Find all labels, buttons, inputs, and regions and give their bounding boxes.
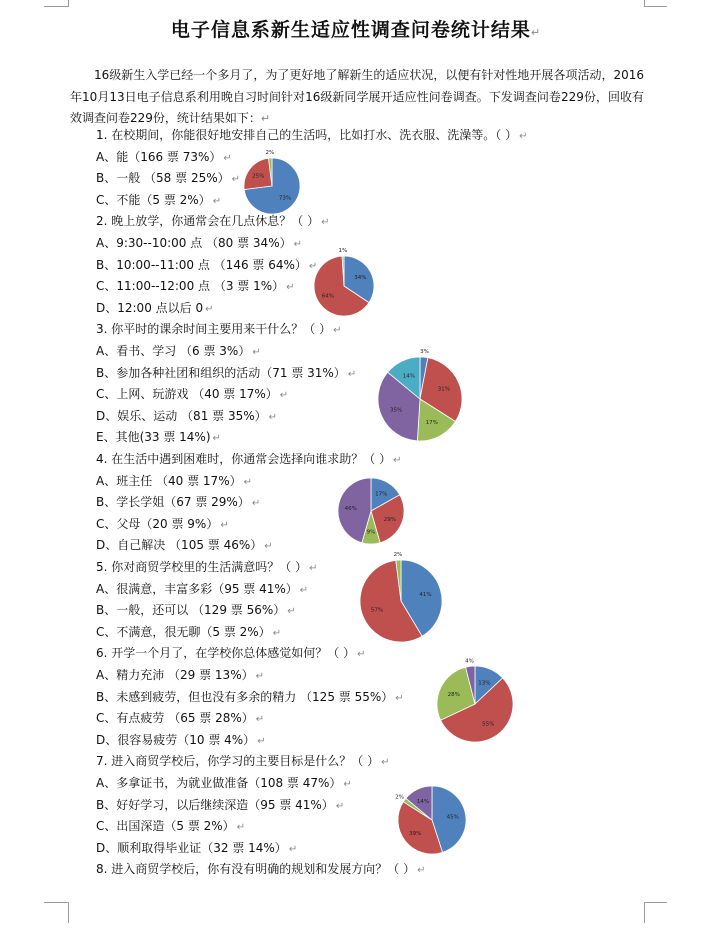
question-3: 3. 你平时的课余时间主要用来干什么？（ ） ↵ (96, 322, 342, 337)
question-4: 4. 在生活中遇到困难时，你通常会选择向谁求助？（ ） ↵ (96, 452, 402, 466)
page-title: 电子信息系新生适应性调查问卷统计结果↵ (170, 19, 542, 41)
option-q3-2: B、参加各种社团和组织的活动（71 票 31%） ↵ (96, 365, 357, 380)
pie-chart-q7 (386, 774, 478, 866)
option-q2-3: C、11:00--12:00 点 （3 票 1%） ↵ (96, 279, 295, 294)
pie-chart-q4 (326, 466, 416, 559)
option-q6-1: A、精力充沛 （29 票 13%） ↵ (96, 668, 264, 682)
option-q3-1: A、看书、学习 （6 票 3%） ↵ (96, 344, 261, 358)
pie-label-q7-2: 39% (409, 830, 422, 837)
option-q3-4: D、娱乐、运动 （81 票 35%） ↵ (96, 408, 278, 423)
option-q6-4: D、很容易疲劳（10 票 4%） ↵ (96, 732, 266, 747)
pie-chart-q5 (348, 548, 454, 654)
question-7: 7. 进入商贸学校后，你学习的主要目标是什么？（ ） ↵ (96, 754, 390, 769)
question-6: 6. 开学一个月了，在学校你总体感觉如何？（ ） ↵ (96, 646, 366, 661)
option-q6-3: C、有点疲劳 （65 票 28%） ↵ (96, 711, 265, 726)
pie-label-q7-3: 2% (395, 794, 404, 801)
pie-label-q5-1: 41% (419, 592, 432, 599)
option-q7-4: D、顺利取得毕业证（32 票 14%） ↵ (96, 840, 298, 855)
option-q4-4: D、自己解决 （105 票 46%） ↵ (96, 538, 273, 553)
option-q3-5: E、其他(33 票 14%) ↵ (96, 430, 221, 445)
pie-label-q7-1: 45% (446, 814, 459, 821)
pie-label-q4-1: 17% (375, 491, 388, 498)
pie-chart-q6 (425, 654, 525, 754)
option-q1-1: A、能（166 票 73%） ↵ (96, 149, 232, 164)
option-q3-3: C、上网、玩游戏 （40 票 17%） ↵ (96, 387, 289, 402)
pie-chart-q2 (302, 244, 386, 328)
pie-label-q2-2: 64% (321, 293, 335, 300)
pie-label-q6-2: 55% (482, 721, 495, 728)
crop-mark-top-left (44, 0, 69, 7)
option-q4-3: C、父母（20 票 9%） ↵ (96, 516, 229, 531)
pie-label-q3-2: 31% (437, 386, 451, 393)
intro-paragraph: 16级新生入学已经一个多月了，为了更好地了解新生的适应状况，以便有针对性地开展各项活动，2016年10月13日电子信息系利用晚自习时间针对16级新同学展开适应性问卷调查。下发调查问卷229份，回收有效调查问卷229份，统计结果如下：↵ (70, 68, 644, 125)
pie-label-q1-2: 25% (252, 173, 265, 180)
pie-label-q1-3: 2% (265, 150, 275, 157)
question-2: 2. 晚上放学，你通常会在几点休息？（ ） ↵ (96, 214, 330, 229)
crop-mark-bottom-left (44, 902, 69, 923)
pie-label-q1-1: 73% (278, 195, 292, 202)
question-5: 5. 你对商贸学校里的生活满意吗？（ ） ↵ (96, 560, 318, 574)
pie-label-q6-1: 13% (478, 680, 491, 687)
option-q6-2: B、未感到疲劳，但也没有多余的精力 （125 票 55%） ↵ (96, 689, 404, 704)
pie-label-q3-4: 35% (389, 407, 403, 414)
crop-mark-top-right (644, 0, 667, 7)
pie-label-q6-4: 4% (465, 658, 474, 665)
pie-label-q3-3: 17% (425, 420, 438, 427)
pie-label-q7-4: 14% (416, 798, 430, 805)
option-q2-1: A、9:30--10:00 点 （80 票 34%） ↵ (96, 236, 302, 250)
option-q7-2: B、好好学习，以后继续深造（95 票 41%） ↵ (96, 797, 345, 812)
pie-chart-q1 (232, 146, 312, 226)
pie-label-q2-3: 1% (338, 248, 348, 254)
option-q4-1: A、班主任 （40 票 17%） ↵ (96, 473, 252, 488)
crop-mark-bottom-right (644, 902, 667, 923)
option-q7-3: C、出国深造（5 票 2%） ↵ (96, 819, 246, 834)
option-q2-4: D、12:00 点以后 0 ↵ (96, 300, 214, 315)
option-q7-1: A、多拿证书，为就业做准备（108 票 47%） ↵ (96, 776, 352, 790)
option-q5-3: C、不满意，很无聊（5 票 2%） ↵ (96, 624, 282, 639)
pie-label-q6-3: 28% (447, 692, 460, 698)
question-8: 8. 进入商贸学校后，你有没有明确的规划和发展方向？（ ） ↵ (96, 862, 426, 877)
option-q5-2: B、一般，还可以 （129 票 56%） ↵ (96, 603, 296, 618)
pie-label-q2-1: 34% (354, 275, 367, 282)
pie-label-q3-1: 3% (420, 349, 429, 356)
option-q5-1: A、很满意，丰富多彩（95 票 41%） ↵ (96, 581, 309, 596)
pie-chart-q3 (366, 345, 474, 453)
pie-label-q5-3: 2% (393, 552, 403, 559)
pie-label-q4-4: 46% (344, 506, 357, 513)
question-1: 1. 在校期间，你能很好地安排自己的生活吗，比如打水、洗衣服、洗澡等。（ ） ↵ (96, 128, 528, 142)
option-q4-2: B、学长学姐（67 票 29%） ↵ (96, 495, 261, 510)
pie-label-q3-5: 14% (402, 373, 416, 380)
pie-label-q4-3: 9% (366, 529, 376, 536)
option-q1-2: B、一般 （58 票 25%） ↵ (96, 171, 241, 186)
pie-label-q5-2: 57% (370, 607, 384, 614)
option-q2-2: B、10:00--11:00 点 （146 票 64%） ↵ (96, 257, 318, 272)
pie-label-q4-2: 29% (383, 516, 397, 523)
option-q1-3: C、不能（5 票 2%） ↵ (96, 192, 222, 207)
